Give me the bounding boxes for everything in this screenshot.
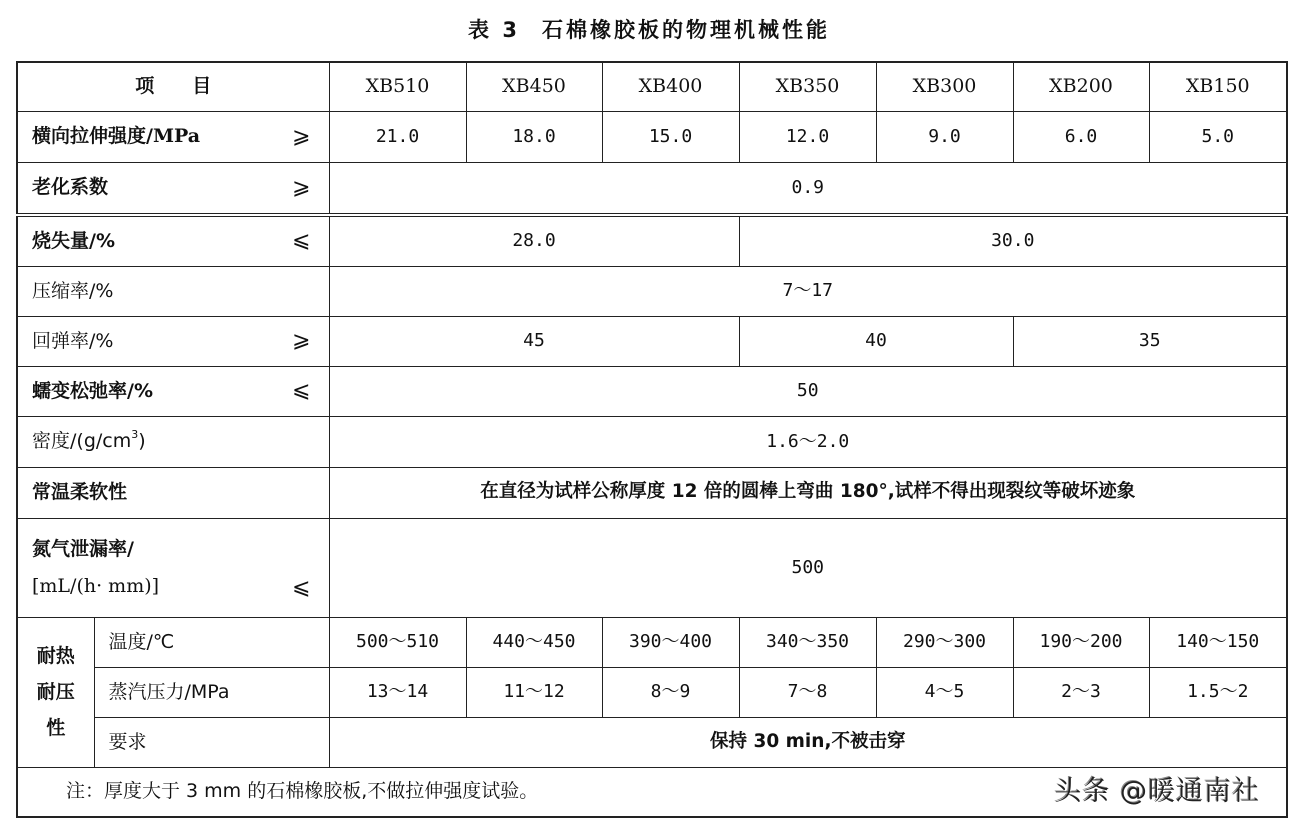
value-cell: 18.0 — [466, 111, 602, 162]
header-grade: XB200 — [1013, 62, 1149, 111]
header-grade: XB150 — [1149, 62, 1287, 111]
row-burn-loss — [17, 215, 1287, 266]
tensile-label: 横向拉伸强度/MPa ⩾ — [17, 111, 329, 162]
value-cell: 在直径为试样公称厚度 12 倍的圆棒上弯曲 180°,试样不得出现裂纹等破坏迹象 — [329, 467, 1287, 518]
table-note: 注：厚度大于 3 mm 的石棉橡胶板,不做拉伸强度试验。 头条 @暖通南社 — [17, 767, 1287, 817]
density-label: 密度$/(g/cm^3)$ — [17, 416, 329, 467]
value-cell: 140～150 — [1149, 617, 1287, 667]
table-number: 表 3 — [468, 18, 520, 42]
row-steam-pressure — [17, 667, 1287, 717]
table-title — [0, 14, 1298, 44]
value-cell: 45 — [329, 316, 739, 366]
row-note — [17, 767, 1287, 817]
value-cell: 500～510 — [329, 617, 466, 667]
properties-table — [16, 61, 1288, 818]
row-nitrogen-leak — [17, 518, 1287, 617]
heat-pressure-group-label: 耐热 耐压 性 — [17, 617, 94, 767]
header-row — [17, 62, 1287, 111]
value-cell: 21.0 — [329, 111, 466, 162]
header-grade: XB450 — [466, 62, 602, 111]
value-cell: 0.9 — [329, 162, 1287, 215]
creep-label: 蠕变松弛率/% ⩽ — [17, 366, 329, 416]
value-cell: 12.0 — [739, 111, 876, 162]
comparator: ⩾ — [292, 174, 311, 200]
header-grade: XB510 — [329, 62, 466, 111]
row-flexibility — [17, 467, 1287, 518]
value-cell: 保持 30 min,不被击穿 — [329, 717, 1287, 767]
value-cell: 7～17 — [329, 266, 1287, 316]
table-title-text: 石棉橡胶板的物理机械性能 — [541, 18, 830, 42]
value-cell: 15.0 — [602, 111, 739, 162]
watermark: 头条 @暖通南社 — [1054, 775, 1261, 807]
value-cell: 28.0 — [329, 215, 739, 266]
value-cell: 4～5 — [876, 667, 1013, 717]
value-cell: 50 — [329, 366, 1287, 416]
value-cell: 2～3 — [1013, 667, 1149, 717]
value-cell: 8～9 — [602, 667, 739, 717]
value-cell: 40 — [739, 316, 1013, 366]
header-grade: XB300 — [876, 62, 1013, 111]
row-requirement — [17, 717, 1287, 767]
row-compression — [17, 266, 1287, 316]
row-density — [17, 416, 1287, 467]
row-temperature — [17, 617, 1287, 667]
value-cell: 290～300 — [876, 617, 1013, 667]
row-rebound — [17, 316, 1287, 366]
value-cell: 9.0 — [876, 111, 1013, 162]
header-item: 项目 — [17, 62, 329, 111]
rebound-label: 回弹率/% ⩾ — [17, 316, 329, 366]
header-grade: XB400 — [602, 62, 739, 111]
value-cell: 7～8 — [739, 667, 876, 717]
row-tensile-strength — [17, 111, 1287, 162]
value-cell: 13～14 — [329, 667, 466, 717]
steam-pressure-label: 蒸汽压力/MPa — [94, 667, 329, 717]
comparator: ⩽ — [292, 377, 311, 403]
value-cell: 30.0 — [739, 215, 1287, 266]
row-creep-relaxation — [17, 366, 1287, 416]
comparator: ⩽ — [292, 228, 311, 254]
comparator: ⩾ — [292, 327, 311, 353]
value-cell: 11～12 — [466, 667, 602, 717]
value-cell: 390～400 — [602, 617, 739, 667]
compression-label: 压缩率/% — [17, 266, 329, 316]
value-cell: 440～450 — [466, 617, 602, 667]
value-cell: 1.5～2 — [1149, 667, 1287, 717]
requirement-label: 要求 — [94, 717, 329, 767]
value-cell: 190～200 — [1013, 617, 1149, 667]
comparator: ⩽ — [292, 574, 311, 600]
row-aging-coefficient — [17, 162, 1287, 215]
temperature-label: 温度/℃ — [94, 617, 329, 667]
value-cell: 340～350 — [739, 617, 876, 667]
value-cell: 5.0 — [1149, 111, 1287, 162]
value-cell: 6.0 — [1013, 111, 1149, 162]
value-cell: 500 — [329, 518, 1287, 617]
value-cell: 1.6～2.0 — [329, 416, 1287, 467]
comparator: ⩾ — [292, 123, 311, 149]
flexibility-label: 常温柔软性 — [17, 467, 329, 518]
value-cell: 35 — [1013, 316, 1287, 366]
burn-loss-label: 烧失量/% ⩽ — [17, 215, 329, 266]
aging-label: 老化系数 ⩾ — [17, 162, 329, 215]
nitrogen-leak-label: 氮气泄漏率/ [mL/(h· mm)] ⩽ — [17, 518, 329, 617]
header-grade: XB350 — [739, 62, 876, 111]
